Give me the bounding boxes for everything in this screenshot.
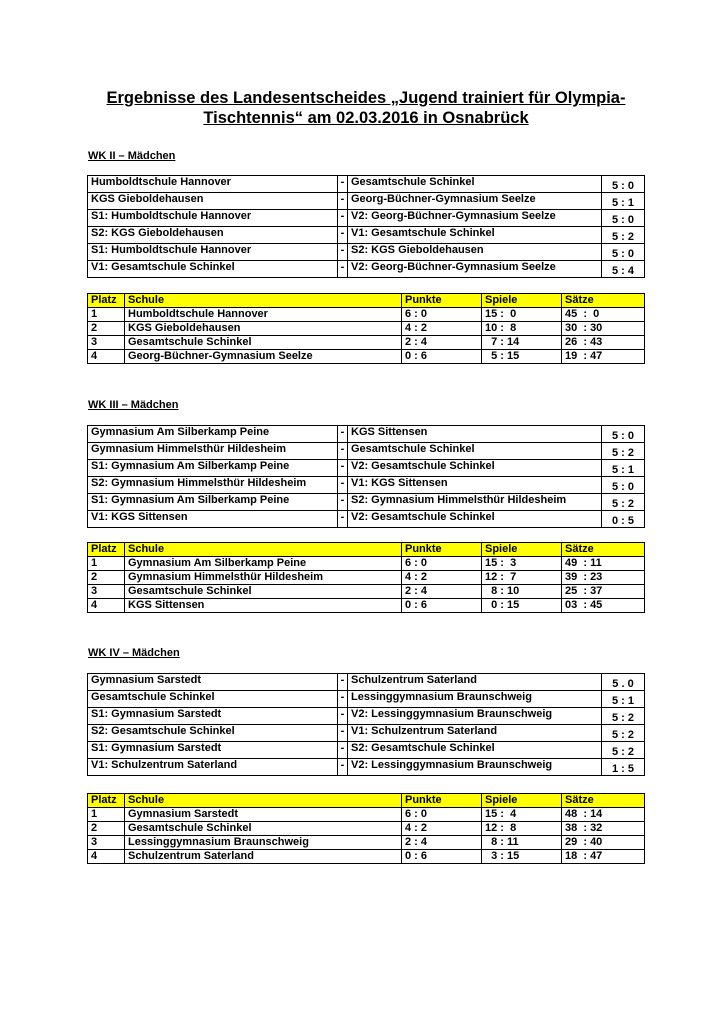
match-row <box>88 176 645 193</box>
standings-schule: Georg-Büchner-Gymnasium Seelze <box>125 350 402 364</box>
standings-spiele: 3 : 15 <box>482 850 562 864</box>
standings-punkte: 4 : 2 <box>402 822 482 836</box>
match-home-team: S2: Gesamtschule Schinkel <box>88 725 338 742</box>
standings-spiele: 8 : 10 <box>482 585 562 599</box>
standings-header-row <box>88 794 645 808</box>
match-away-team: S2: KGS Gieboldehausen <box>348 244 602 261</box>
match-separator: - <box>338 674 348 691</box>
standings-saetze: 39 : 23 <box>562 571 645 585</box>
match-home-team: S1: Gymnasium Sarstedt <box>88 708 338 725</box>
standings-header-spiele: Spiele <box>482 294 562 308</box>
match-away-team: V2: Gesamtschule Schinkel <box>348 460 602 477</box>
match-separator: - <box>338 244 348 261</box>
match-away-team: V2: Lessinggymnasium Braunschweig <box>348 759 602 776</box>
match-row <box>88 426 645 443</box>
standings-punkte: 2 : 4 <box>402 336 482 350</box>
standings-header-punkte: Punkte <box>402 294 482 308</box>
standings-header-saetze: Sätze <box>562 543 645 557</box>
standings-table-wk4 <box>87 793 645 864</box>
match-separator: - <box>338 176 348 193</box>
match-row <box>88 261 645 278</box>
match-away-team: S2: Gesamtschule Schinkel <box>348 742 602 759</box>
match-separator: - <box>338 426 348 443</box>
standings-schule: Gesamtschule Schinkel <box>125 822 402 836</box>
standings-punkte: 6 : 0 <box>402 808 482 822</box>
standings-schule: Gymnasium Himmelsthür Hildesheim <box>125 571 402 585</box>
standings-row <box>88 599 645 613</box>
standings-platz: 2 <box>88 822 125 836</box>
standings-saetze: 45 : 0 <box>562 308 645 322</box>
standings-header-schule: Schule <box>125 794 402 808</box>
standings-header-schule: Schule <box>125 543 402 557</box>
standings-punkte: 2 : 4 <box>402 836 482 850</box>
standings-row <box>88 850 645 864</box>
standings-punkte: 6 : 0 <box>402 557 482 571</box>
match-home-team: S2: KGS Gieboldehausen <box>88 227 338 244</box>
match-separator: - <box>338 261 348 278</box>
match-separator: - <box>338 759 348 776</box>
standings-saetze: 49 : 11 <box>562 557 645 571</box>
standings-row <box>88 557 645 571</box>
match-result: 5 : 0 <box>602 477 645 494</box>
standings-spiele: 0 : 15 <box>482 599 562 613</box>
match-separator: - <box>338 227 348 244</box>
match-away-team: V2: Georg-Büchner-Gymnasium Seelze <box>348 210 602 227</box>
match-row <box>88 193 645 210</box>
match-row <box>88 742 645 759</box>
match-separator: - <box>338 443 348 460</box>
standings-spiele: 8 : 11 <box>482 836 562 850</box>
match-separator: - <box>338 193 348 210</box>
match-away-team: Georg-Büchner-Gymnasium Seelze <box>348 193 602 210</box>
match-result: 1 : 5 <box>602 759 645 776</box>
match-result: 5 : 1 <box>602 691 645 708</box>
page-title-line1: Ergebnisse des Landesentscheides „Jugend trainiert für Olympia- <box>106 89 626 107</box>
match-away-team: Lessinggymnasium Braunschweig <box>348 691 602 708</box>
match-away-team: V2: Gesamtschule Schinkel <box>348 511 602 528</box>
page-title-line2: Tischtennis“ am 02.03.2016 in Osnabrück <box>203 109 529 127</box>
standings-row <box>88 308 645 322</box>
match-home-team: S1: Gymnasium Sarstedt <box>88 742 338 759</box>
match-home-team: S1: Humboldtschule Hannover <box>88 244 338 261</box>
standings-saetze: 29 : 40 <box>562 836 645 850</box>
standings-row <box>88 350 645 364</box>
match-home-team: V1: Schulzentrum Saterland <box>88 759 338 776</box>
standings-schule: KGS Sittensen <box>125 599 402 613</box>
match-result: 5 : 0 <box>602 244 645 261</box>
page-title <box>86 88 646 128</box>
standings-platz: 2 <box>88 322 125 336</box>
match-away-team: V1: KGS Sittensen <box>348 477 602 494</box>
match-home-team: Gymnasium Am Silberkamp Peine <box>88 426 338 443</box>
standings-row <box>88 822 645 836</box>
match-separator: - <box>338 494 348 511</box>
standings-saetze: 48 : 14 <box>562 808 645 822</box>
match-separator: - <box>338 742 348 759</box>
standings-header-row <box>88 294 645 308</box>
standings-row <box>88 336 645 350</box>
standings-row <box>88 585 645 599</box>
match-row <box>88 708 645 725</box>
match-result: 5 : 2 <box>602 227 645 244</box>
match-result: 5 : 0 <box>602 210 645 227</box>
match-result: 5 : 0 <box>602 176 645 193</box>
standings-spiele: 10 : 8 <box>482 322 562 336</box>
standings-platz: 1 <box>88 308 125 322</box>
standings-row <box>88 322 645 336</box>
match-result: 5 : 2 <box>602 725 645 742</box>
match-separator: - <box>338 708 348 725</box>
match-result: 5 : 2 <box>602 708 645 725</box>
standings-schule: KGS Gieboldehausen <box>125 322 402 336</box>
match-away-team: S2: Gymnasium Himmelsthür Hildesheim <box>348 494 602 511</box>
standings-spiele: 15 : 4 <box>482 808 562 822</box>
standings-saetze: 26 : 43 <box>562 336 645 350</box>
standings-punkte: 4 : 2 <box>402 322 482 336</box>
standings-header-platz: Platz <box>88 294 125 308</box>
standings-saetze: 03 : 45 <box>562 599 645 613</box>
standings-row <box>88 571 645 585</box>
standings-saetze: 25 : 37 <box>562 585 645 599</box>
match-home-team: S1: Gymnasium Am Silberkamp Peine <box>88 460 338 477</box>
match-result: 5 : 1 <box>602 193 645 210</box>
standings-platz: 4 <box>88 599 125 613</box>
standings-header-spiele: Spiele <box>482 543 562 557</box>
standings-punkte: 2 : 4 <box>402 585 482 599</box>
standings-spiele: 15 : 3 <box>482 557 562 571</box>
standings-header-platz: Platz <box>88 794 125 808</box>
match-result: 5 : 4 <box>602 261 645 278</box>
match-away-team: V2: Georg-Büchner-Gymnasium Seelze <box>348 261 602 278</box>
match-away-team: Schulzentrum Saterland <box>348 674 602 691</box>
match-result: 5 : 0 <box>602 426 645 443</box>
match-result: 0 : 5 <box>602 511 645 528</box>
match-home-team: Humboldtschule Hannover <box>88 176 338 193</box>
standings-header-punkte: Punkte <box>402 543 482 557</box>
standings-punkte: 6 : 0 <box>402 308 482 322</box>
standings-platz: 4 <box>88 850 125 864</box>
standings-spiele: 12 : 8 <box>482 822 562 836</box>
standings-header-punkte: Punkte <box>402 794 482 808</box>
standings-table-wk3 <box>87 542 645 613</box>
standings-platz: 3 <box>88 585 125 599</box>
standings-spiele: 5 : 15 <box>482 350 562 364</box>
match-separator: - <box>338 511 348 528</box>
standings-platz: 1 <box>88 808 125 822</box>
section-heading-wk3: WK III – Mädchen <box>88 399 179 411</box>
match-away-team: V1: Gesamtschule Schinkel <box>348 227 602 244</box>
match-away-team: V1: Schulzentrum Saterland <box>348 725 602 742</box>
section-heading-wk4: WK IV – Mädchen <box>88 647 180 659</box>
match-home-team: S2: Gymnasium Himmelsthür Hildesheim <box>88 477 338 494</box>
match-away-team: Gesamtschule Schinkel <box>348 443 602 460</box>
match-result: 5 : 2 <box>602 742 645 759</box>
standings-table-wk2 <box>87 293 645 364</box>
match-table-wk2 <box>87 175 645 278</box>
match-separator: - <box>338 460 348 477</box>
match-home-team: KGS Gieboldehausen <box>88 193 338 210</box>
standings-saetze: 19 : 47 <box>562 350 645 364</box>
standings-header-row <box>88 543 645 557</box>
standings-schule: Lessinggymnasium Braunschweig <box>125 836 402 850</box>
match-home-team: V1: KGS Sittensen <box>88 511 338 528</box>
standings-header-schule: Schule <box>125 294 402 308</box>
match-home-team: S1: Gymnasium Am Silberkamp Peine <box>88 494 338 511</box>
standings-schule: Humboldtschule Hannover <box>125 308 402 322</box>
match-row <box>88 210 645 227</box>
match-result: 5 : 2 <box>602 443 645 460</box>
standings-schule: Gesamtschule Schinkel <box>125 336 402 350</box>
standings-header-platz: Platz <box>88 543 125 557</box>
standings-header-saetze: Sätze <box>562 794 645 808</box>
match-row <box>88 511 645 528</box>
match-row <box>88 460 645 477</box>
match-result: 5 : 2 <box>602 494 645 511</box>
match-away-team: Gesamtschule Schinkel <box>348 176 602 193</box>
match-separator: - <box>338 725 348 742</box>
standings-schule: Schulzentrum Saterland <box>125 850 402 864</box>
section-heading-wk2: WK II – Mädchen <box>88 150 176 162</box>
match-home-team: S1: Humboldtschule Hannover <box>88 210 338 227</box>
match-home-team: Gymnasium Himmelsthür Hildesheim <box>88 443 338 460</box>
standings-saetze: 38 : 32 <box>562 822 645 836</box>
standings-spiele: 12 : 7 <box>482 571 562 585</box>
match-separator: - <box>338 691 348 708</box>
standings-punkte: 0 : 6 <box>402 350 482 364</box>
match-result: 5 . 0 <box>602 674 645 691</box>
standings-row <box>88 836 645 850</box>
standings-saetze: 30 : 30 <box>562 322 645 336</box>
match-away-team: V2: Lessinggymnasium Braunschweig <box>348 708 602 725</box>
match-result: 5 : 1 <box>602 460 645 477</box>
standings-platz: 3 <box>88 836 125 850</box>
standings-platz: 4 <box>88 350 125 364</box>
standings-saetze: 18 : 47 <box>562 850 645 864</box>
match-row <box>88 725 645 742</box>
standings-punkte: 0 : 6 <box>402 599 482 613</box>
match-row <box>88 674 645 691</box>
standings-header-saetze: Sätze <box>562 294 645 308</box>
standings-platz: 2 <box>88 571 125 585</box>
match-separator: - <box>338 210 348 227</box>
match-home-team: Gesamtschule Schinkel <box>88 691 338 708</box>
standings-header-spiele: Spiele <box>482 794 562 808</box>
standings-schule: Gesamtschule Schinkel <box>125 585 402 599</box>
match-home-team: V1: Gesamtschule Schinkel <box>88 261 338 278</box>
standings-schule: Gymnasium Sarstedt <box>125 808 402 822</box>
match-row <box>88 227 645 244</box>
match-row <box>88 244 645 261</box>
standings-platz: 3 <box>88 336 125 350</box>
match-separator: - <box>338 477 348 494</box>
standings-spiele: 7 : 14 <box>482 336 562 350</box>
match-row <box>88 477 645 494</box>
match-away-team: KGS Sittensen <box>348 426 602 443</box>
standings-row <box>88 808 645 822</box>
match-table-wk4 <box>87 673 645 776</box>
standings-schule: Gymnasium Am Silberkamp Peine <box>125 557 402 571</box>
standings-platz: 1 <box>88 557 125 571</box>
standings-punkte: 0 : 6 <box>402 850 482 864</box>
match-row <box>88 494 645 511</box>
match-row <box>88 443 645 460</box>
match-row <box>88 691 645 708</box>
match-table-wk3 <box>87 425 645 528</box>
match-row <box>88 759 645 776</box>
standings-punkte: 4 : 2 <box>402 571 482 585</box>
match-home-team: Gymnasium Sarstedt <box>88 674 338 691</box>
standings-spiele: 15 : 0 <box>482 308 562 322</box>
